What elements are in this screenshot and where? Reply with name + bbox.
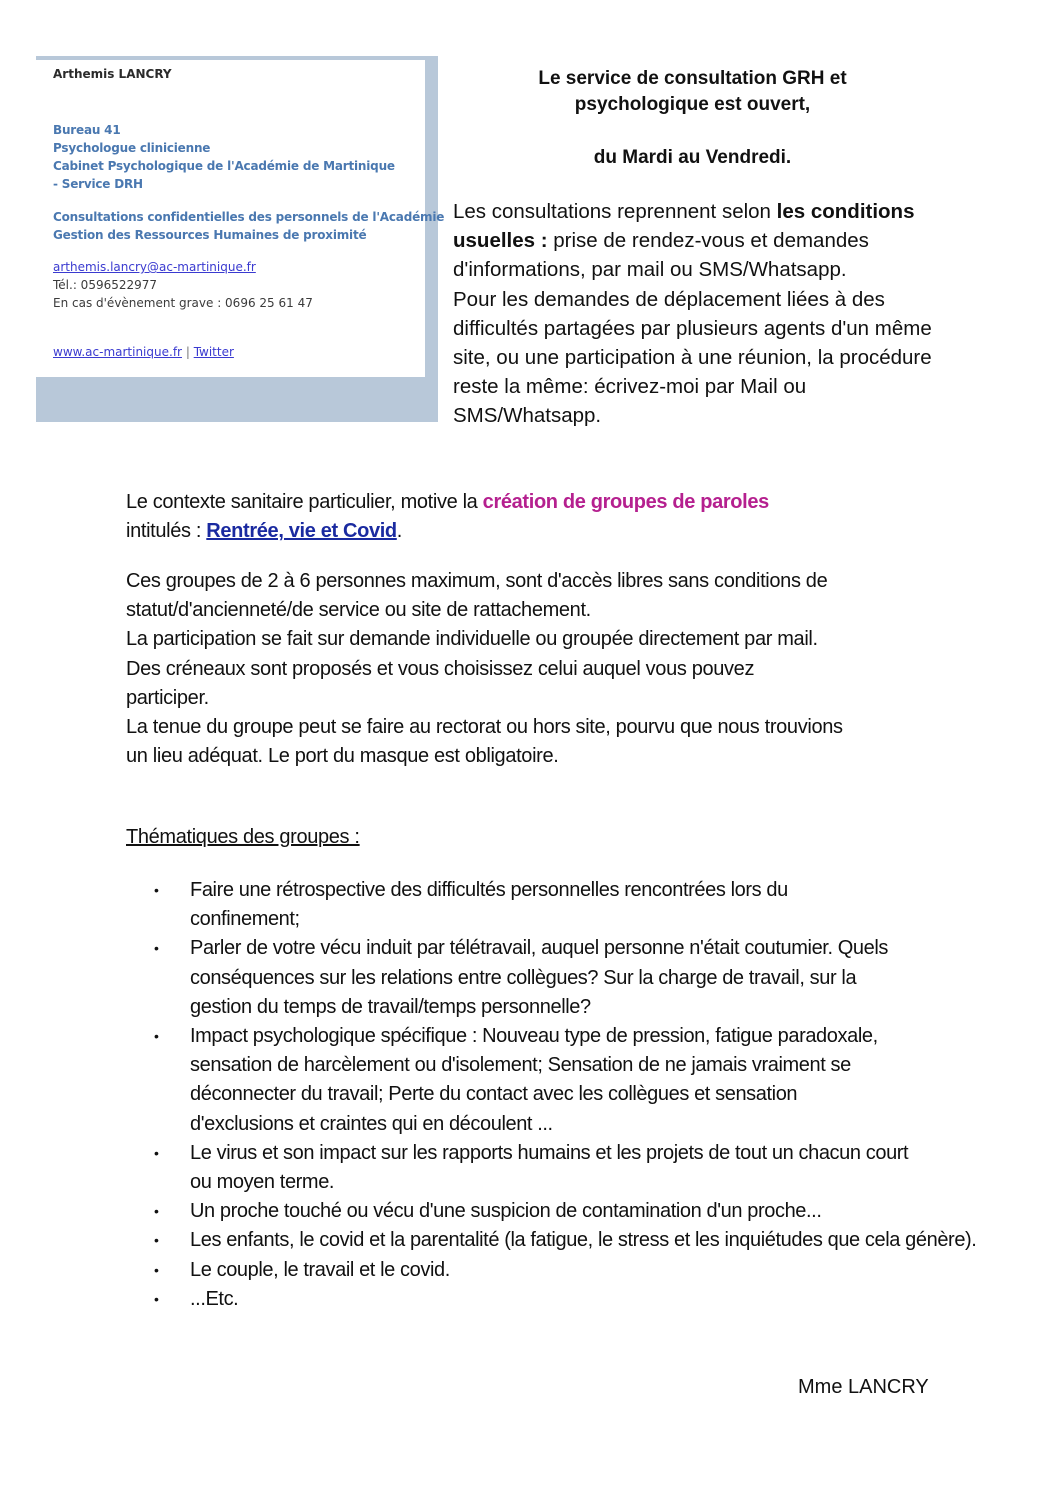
themes-title: Thématiques des groupes : [126, 826, 360, 848]
theme-item: • Impact psychologique spécifique : Nouveau type de pression, fatigue paradoxale, sensation de harcèlement ou d'isolement; Sensation de ne jamais vraiment se déconnecter du travail; Perte du contact avec les collègues et sensation d'exclusions et craintes qui en découlent ... [126, 1022, 900, 1139]
consultations-paragraph: Les consultations reprennent selon les conditions usuelles : prise de rendez-vous et demandes d'informations, par mail ou SMS/Whatsapp. [453, 200, 915, 282]
bullet-icon: • [154, 1261, 159, 1278]
signature-links [53, 343, 234, 361]
themes-list [126, 876, 977, 1314]
signature-emergency-phone: En cas d'évènement grave : 0696 25 61 47 [53, 296, 313, 310]
context-paragraph: Le contexte sanitaire particulier, motive la création de groupes de paroles intitulés : Rentrée, vie et Covid. [126, 491, 769, 543]
signature-contact [53, 258, 313, 312]
signature-office-line: Cabinet Psychologique de l'Académie de Martinique [53, 159, 395, 173]
groups-paragraph [126, 567, 926, 771]
theme-item: • Les enfants, le covid et la parentalité (la fatigue, le stress et les inquiétudes que cela génère). [126, 1226, 990, 1255]
groups-line: La tenue du groupe peut se faire au rectorat ou hors site, pourvu que nous trouvions un lieu adéquat. Le port du masque est obligatoire. [126, 716, 843, 768]
signature-mission-line: Consultations confidentielles des personnels de l'Académie [53, 210, 445, 224]
service-heading [455, 66, 930, 118]
service-heading-line: psychologique est ouvert, [574, 94, 811, 115]
signoff-name: Mme LANCRY [798, 1376, 929, 1398]
service-heading-line: Le service de consultation GRH et [538, 68, 847, 89]
opening-days: du Mardi au Vendredi. [593, 147, 792, 168]
signature-email-link[interactable]: arthemis.lancry@ac-martinique.fr [53, 260, 256, 274]
highlight-groups: création de groupes de paroles [482, 491, 769, 513]
signature-office-line: Psychologue clinicienne [53, 141, 211, 155]
signature-office [53, 121, 395, 193]
signature-name: Arthemis LANCRY [53, 67, 172, 81]
groups-line: Ces groupes de 2 à 6 personnes maximum, sont d'accès libres sans conditions de statut/d'ancienneté/de service ou site de rattachement. [126, 570, 828, 622]
bullet-icon: • [154, 1203, 159, 1220]
theme-item: • Un proche touché ou vécu d'une suspicion de contamination d'un proche... [126, 1197, 990, 1226]
bullet-icon: • [154, 1290, 159, 1307]
signature-mission [53, 208, 444, 244]
bullet-icon: • [154, 1144, 159, 1161]
website-link[interactable]: www.ac-martinique.fr [53, 345, 182, 359]
bullet-icon: • [154, 1232, 159, 1249]
bullet-icon: • [154, 940, 159, 957]
theme-item: • Parler de votre vécu induit par télétravail, auquel personne n'était coutumier. Quels conséquences sur les relations entre collègues? Sur la charge de travail, sur la gestion du temps de travail/temps personnelle? [126, 934, 920, 1022]
link-separator: | [185, 345, 190, 359]
groups-line: Des créneaux sont proposés et vous choisissez celui auquel vous pouvez participer. [126, 657, 755, 709]
travel-requests-paragraph: Pour les demandes de déplacement liées à des difficultés partagées par plusieurs agents d'un même site, ou une participation à une réunion, la procédure reste la même: écrivez-moi par Mail ou SMS/Whatsapp. [453, 287, 932, 428]
bullet-icon: • [154, 1028, 159, 1045]
groups-title-link[interactable]: Rentrée, vie et Covid [206, 520, 397, 543]
theme-item: • Le virus et son impact sur les rapports humains et les projets de tout un chacun court ou moyen terme. [126, 1139, 910, 1197]
bullet-icon: • [154, 882, 159, 898]
usual-conditions: les conditions usuelles : [453, 200, 915, 253]
groups-line: La participation se fait sur demande individuelle ou groupée directement par mail. [126, 628, 818, 651]
theme-item: • ...Etc. [126, 1285, 926, 1314]
signature-mission-line: Gestion des Ressources Humaines de proximité [53, 228, 367, 242]
twitter-link[interactable]: Twitter [193, 345, 234, 359]
theme-item: • Faire une rétrospective des difficultés personnelles rencontrées lors du confinement; [126, 876, 890, 934]
signature-phone: Tél.: 0596522977 [53, 278, 158, 292]
signature-office-line: - Service DRH [53, 177, 143, 191]
consultations-text [453, 197, 938, 431]
signature-box [36, 56, 445, 422]
signature-office-line: Bureau 41 [53, 123, 121, 137]
theme-item: • Le couple, le travail et le covid. [126, 1256, 926, 1285]
signature-card [36, 60, 445, 377]
